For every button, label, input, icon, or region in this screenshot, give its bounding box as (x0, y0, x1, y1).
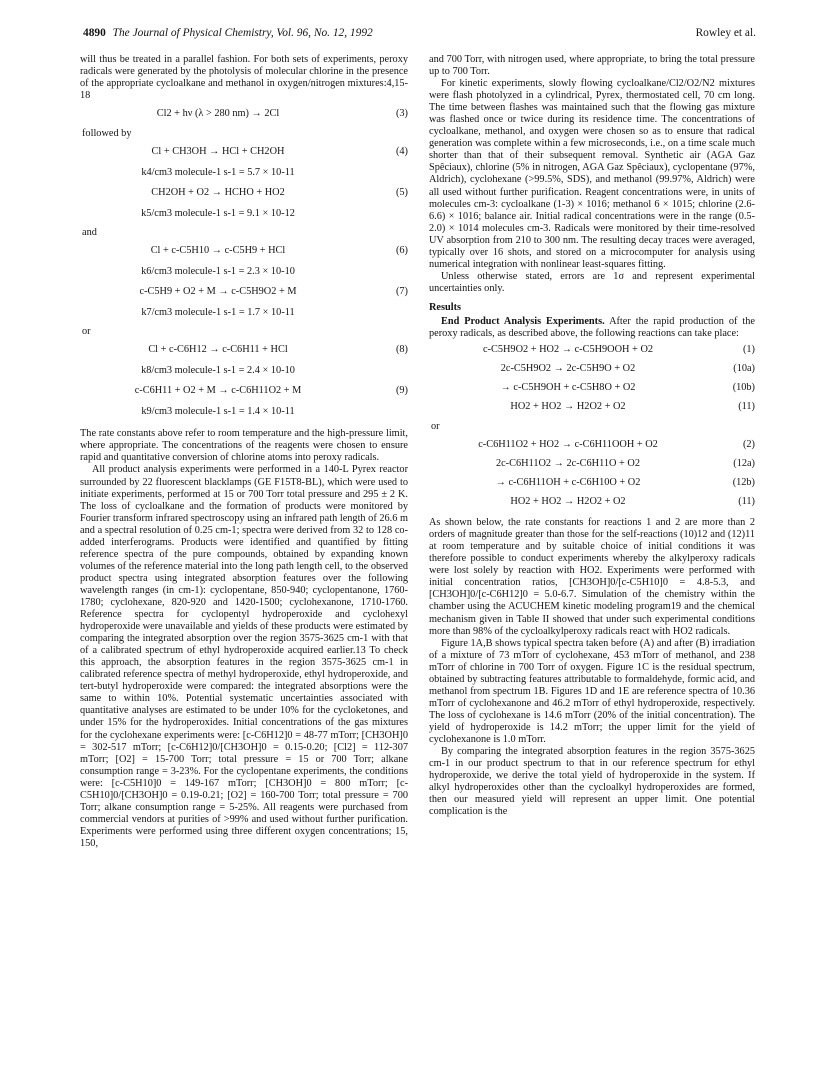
equation-expression: HO2 + HO2 → H2O2 + O2 (510, 496, 626, 508)
equation-number: (12b) (732, 477, 755, 489)
rate-constants-paragraph: The rate constants above refer to room temperature and the high-pressure limit, where appropriate. The concentrations of the reagents were chosen to ensure rapid and quantitative conversion of chlorine atoms into peroxy radicals. (80, 428, 408, 464)
equation-number: (10b) (732, 382, 755, 394)
equation-11-first (429, 399, 755, 416)
end-product-text: After the rapid production of the peroxy radicals, as described above, the following reactions can take place: (429, 315, 755, 340)
equation-expression: HO2 + HO2 → H2O2 + O2 (510, 401, 626, 413)
equation-number: (11) (738, 496, 755, 508)
equation-6 (80, 243, 408, 260)
equation-expression: Cl2 + hν (λ > 280 nm) → 2Cl (156, 108, 280, 120)
uncertainty-paragraph: Unless otherwise stated, errors are 1σ and represent experimental uncertainties only. (429, 270, 755, 294)
equation-number: (10a) (733, 363, 755, 375)
equation-number: (5) (395, 187, 408, 199)
equation-number: (11) (738, 401, 755, 413)
equation-expression: → c-C5H9OH + c-C5H8O + O2 (500, 382, 636, 394)
end-product-heading: End Product Analysis Experiments. (441, 315, 605, 327)
rate-constant-k7 (80, 305, 408, 321)
rate-constant-text: k6/cm3 molecule-1 s-1 = 2.3 × 10-10 (141, 266, 295, 278)
equation-expression: Cl + c-C5H10 → c-C5H9 + HCl (150, 245, 286, 257)
equation-number: (1) (742, 344, 755, 356)
equation-5 (80, 185, 408, 202)
equation-12b (429, 475, 755, 492)
rate-comparison-paragraph: As shown below, the rate constants for reactions 1 and 2 are more than 2 orders of magnitude greater than those for the self-reactions (10)12 and (12)11 at room temperature and by suitable choice of initial conditions it was therefore possible to conduct experiments whereby the alkylperoxy radicals were lost solely by reaction with HO2. Experiments were performed with initial concentration ratios, [CH3OH]0/[c-C5H10]0 = 4.8-5.3, and [CH3OH]0/[c-C6H12]0 = 5.0-6.7. Simulation of the chemistry within the chamber using the ACUCHEM kinetic modeling program19 and the chemical mechanism given in Table II showed that under such experimental conditions more than 98% of the cycloalkylperoxy radicals react with HO2 radicals. (429, 517, 755, 637)
connector-and: and (82, 227, 97, 239)
results-heading: Results (429, 301, 462, 313)
equation-3 (80, 106, 408, 123)
equation-expression: Cl + CH3OH → HCl + CH2OH (151, 146, 285, 158)
equation-10b (429, 380, 755, 397)
equation-7 (80, 284, 408, 301)
end-product-paragraph (429, 316, 755, 340)
connector-or: or (431, 421, 440, 433)
equation-1 (429, 342, 755, 359)
equation-11-second (429, 494, 755, 511)
equation-expression: c-C5H9 + O2 + M → c-C5H9O2 + M (139, 286, 297, 298)
right-column (429, 54, 755, 818)
kinetic-experiments-paragraph: For kinetic experiments, slowly flowing cycloalkane/Cl2/O2/N2 mixtures were flash photolyzed in a cylindrical, Pyrex, thermostated cell, 70 cm long. The time between flashes was maintained such that the flowing gas mixture was flashed once or twice during its residence time. The concentrations of cycloalkane, methanol, and oxygen were chosen so as to ensure that radical generation was complete within a few microseconds, i.e., on a time scale much shorter than that of their subsequent removal. Synthetic air (AGA Gaz Spêciaux), chlorine (5% in nitrogen, AGA Gaz Spêciaux), cyclopentane (97%, Aldrich), cyclohexane (>99.5%, SDS), and methanol (99.97%, Aldrich) were all used without further purification. Reagent concentrations were, in units of molecules cm-3: cycloalkane (1-3) × 1016; methanol 6 × 1015; chlorine (2.6-6.6) × 1016; balance air. Initial radical concentrations were in the range (0.5-2.0) × 1014 molecules cm-3. Radicals were monitored by their time-resolved UV absorption from 210 to 300 nm. The resulting decay traces were averaged, typically over 16 shots, and stored on a microcomputer for analysis using numerical integration with nonlinear least-squares fitting. (429, 78, 755, 270)
rate-constant-k5 (80, 206, 408, 222)
yield-paragraph: By comparing the integrated absorption features in the region 3575-3625 cm-1 in our product spectrum to that in our reference spectrum for ethyl hydroperoxide, we derive the total yield of hydroperoxide in the system. If alkyl hydroperoxides other than the cycloalkyl hydroperoxides are formed, then our measured yield will represent an upper limit. One potential complication is the (429, 746, 755, 818)
intro-paragraph: will thus be treated in a parallel fashion. For both sets of experiments, peroxy radicals were generated by the photolysis of molecular chlorine in the presence of the appropriate cycloalkane and methanol in oxygen/nitrogen mixtures:4,15-18 (80, 54, 408, 102)
equation-number: (12a) (733, 458, 755, 470)
rate-constant-k8 (80, 363, 408, 379)
rate-constant-k9 (80, 404, 408, 420)
equation-number: (8) (395, 344, 408, 356)
equation-expression: 2c-C6H11O2 → 2c-C6H11O + O2 (495, 458, 641, 470)
equation-number: (2) (742, 439, 755, 451)
continued-paragraph: and 700 Torr, with nitrogen used, where appropriate, to bring the total pressure up to 700 Torr. (429, 54, 755, 78)
figure-description-paragraph: Figure 1A,B shows typical spectra taken before (A) and after (B) irradiation of a mixture of 73 mTorr of cyclohexane, 453 mTorr of methanol, and 238 mTorr of chlorine in 700 Torr of oxygen. Figure 1C is the residual spectrum, obtained by subtracting features attributable to formaldehyde, formic acid, and methanol from spectrum 1B. Figures 1D and 1E are reference spectra of 10.36 mTorr of cyclohexanone and 46.2 mTorr of ethyl hydroperoxide, respectively. The loss of cyclohexane is 14.6 mTorr (20% of the initial concentration). The yield of hydroperoxide is 14.2 mTorr; the upper limit for the yield of cyclohexanone is 1.0 mTorr. (429, 637, 755, 745)
equation-expression: c-C6H11O2 + HO2 → c-C6H11OOH + O2 (478, 439, 658, 451)
left-column (80, 54, 408, 850)
equation-number: (9) (395, 385, 408, 397)
connector-or: or (82, 326, 91, 338)
rate-constant-text: k4/cm3 molecule-1 s-1 = 5.7 × 10-11 (141, 167, 295, 179)
rate-constant-text: k7/cm3 molecule-1 s-1 = 1.7 × 10-11 (141, 307, 295, 319)
equation-expression: Cl + c-C6H12 → c-C6H11 + HCl (148, 344, 288, 356)
equation-number: (4) (395, 146, 408, 158)
rate-constant-text: k5/cm3 molecule-1 s-1 = 9.1 × 10-12 (141, 208, 295, 220)
running-header (83, 27, 756, 43)
journal-citation: The Journal of Physical Chemistry, Vol. 96, No. 12, 1992 (112, 27, 373, 39)
rate-constant-k4 (80, 165, 408, 181)
equation-10a (429, 361, 755, 378)
running-authors: Rowley et al. (695, 27, 756, 39)
equation-12a (429, 456, 755, 473)
equation-expression: c-C5H9O2 + HO2 → c-C5H9OOH + O2 (482, 344, 654, 356)
connector-followed-by: followed by (82, 128, 132, 140)
product-analysis-paragraph: All product analysis experiments were performed in a 140-L Pyrex reactor surrounded by 22 fluorescent blacklamps (GE F15T8-BL), which were used to initiate experiments, performed at 15 or 700 Torr total pressure and 295 ± 2 K. The loss of cycloalkane and the formation of products were monitored by Fourier transform infrared spectroscopy using an infrared path length of 26.6 m and a spectral resolution of 0.25 cm-1; spectra were derived from 32 to 128 co-added interferograms. Products were identified and quantified by fitting reference spectra of the pure compounds, obtained by expanding known volumes of the reference material into the long path length cell, to the observed product spectra using integrated absorption features over the following wavelength ranges (in cm-1): cyclopentane, 850-940; cyclopentanone, 1760-1780; cyclohexane, 820-920 and 1420-1500; cyclohexanone, 1710-1760. Reference spectra for cyclopentyl hydroperoxide and cyclohexyl hydroperoxide were unavailable and yields of these products were estimated by comparing the integrated absorption over the region 3575-3625 cm-1 with that of a calibrated spectrum of ethyl hydroperoxide acquired earlier.13 To check this approach, the absorption features in the region 3575-3625 cm-1 in calibrated reference spectra of methyl hydroperoxide, ethyl hydroperoxide, and tert-butyl hydroperoxide were compared: the integrated absorptions were the same to within 10%. Potential systematic uncertainties associated with quantitative analyses are estimated to be under 10% for the cycloketones, and under 15% for the hydroperoxides. Initial concentrations of the gas mixtures for the cyclohexane experiments were: [c-C6H12]0 = 48-77 mTorr; [CH3OH]0 = 302-517 mTorr; [c-C6H12]0/[CH3OH]0 = 0.15-0.20; [Cl2] = 112-307 mTorr; [O2] = 15-700 Torr; total pressure = 15 or 700 Torr; alkane consumption range = 3-23%. For the cyclopentane experiments, the conditions were: [c-C5H10]0 = 149-167 mTorr; [CH3OH]0 = 800 mTorr; [c-C5H10]0/[CH3OH]0 = 0.19-0.21; [O2] = 160-700 Torr; total pressure = 700 Torr; alkane consumption range = 5-25%. All reagents were purchased from commercial vendors at purities of >99% and used without further purification. Experiments were performed using three different oxygen concentrations; 15, 150, (80, 464, 408, 849)
page-number: 4890 (83, 27, 106, 39)
equation-expression: 2c-C5H9O2 → 2c-C5H9O + O2 (500, 363, 636, 375)
equation-2 (429, 437, 755, 454)
equation-8 (80, 342, 408, 359)
equation-expression: c-C6H11 + O2 + M → c-C6H11O2 + M (134, 385, 302, 397)
equation-number: (3) (395, 108, 408, 120)
equation-number: (7) (395, 286, 408, 298)
equation-expression: → c-C6H11OH + c-C6H10O + O2 (495, 477, 641, 489)
equation-expression: CH2OH + O2 → HCHO + HO2 (151, 187, 285, 199)
rate-constant-text: k8/cm3 molecule-1 s-1 = 2.4 × 10-10 (141, 365, 295, 377)
equation-number: (6) (395, 245, 408, 257)
equation-9 (80, 383, 408, 400)
equation-4 (80, 144, 408, 161)
rate-constant-k6 (80, 264, 408, 280)
rate-constant-text: k9/cm3 molecule-1 s-1 = 1.4 × 10-11 (141, 406, 295, 418)
